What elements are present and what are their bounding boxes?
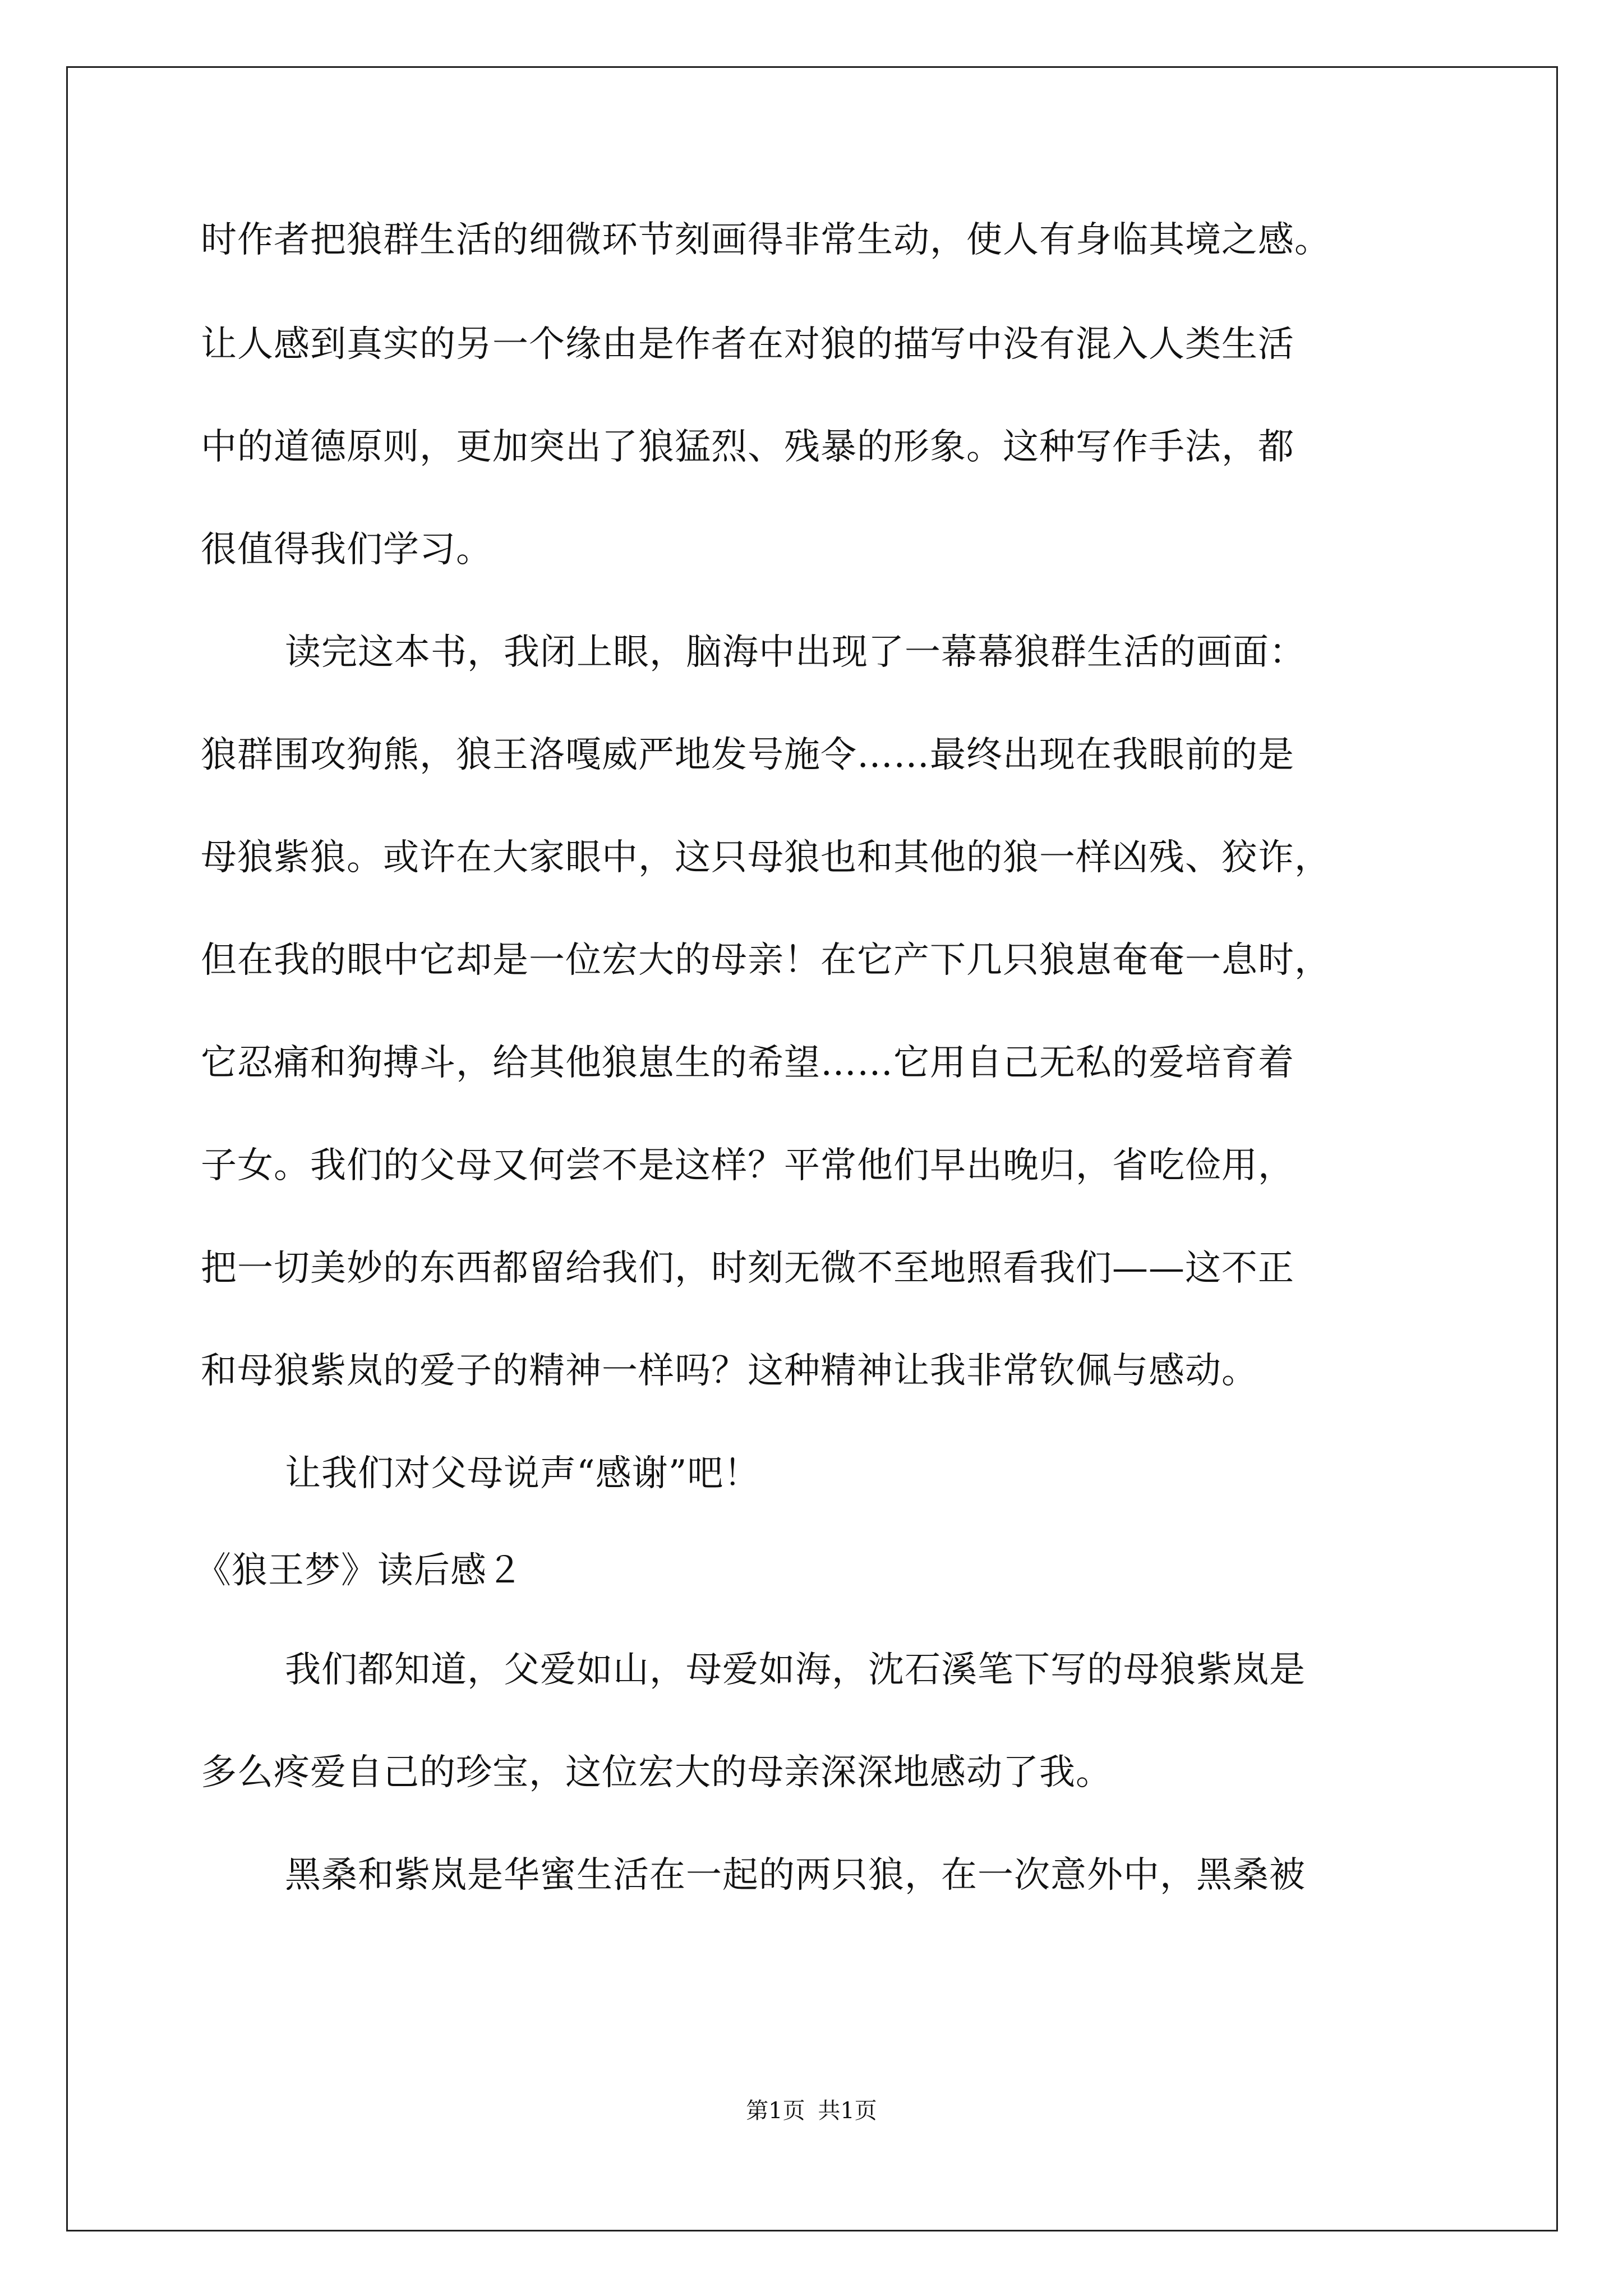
paragraph-line: 我们都知道，父爱如山，母爱如海，沈石溪笔下写的母狼紫岚是 xyxy=(285,1649,1306,1691)
paragraph-line: 读完这本书，我闭上眼，脑海中出现了一幕幕狼群生活的画面： xyxy=(285,632,1306,673)
paragraph-line: 把一切美妙的东西都留给我们，时刻无微不至地照看我们——这不正 xyxy=(201,1248,1294,1289)
paragraph-line: 子女。我们的父母又何尝不是这样？平常他们早出晚归，省吃俭用， xyxy=(201,1145,1294,1186)
paragraph-line: 狼群围攻狗熊，狼王洛嘎威严地发号施令……最终出现在我眼前的是 xyxy=(201,734,1294,776)
paragraph-line: 让人感到真实的另一个缘由是作者在对狼的描写中没有混入人类生活 xyxy=(201,324,1294,365)
paragraph-line: 很值得我们学习。 xyxy=(201,529,492,570)
paragraph-line: 黑桑和紫岚是华蜜生活在一起的两只狼，在一次意外中，黑桑被 xyxy=(285,1855,1306,1896)
paragraph-line: 但在我的眼中它却是一位宏大的母亲！在它产下几只狼崽奄奄一息时， xyxy=(201,940,1331,981)
paragraph-line: 多么疼爱自己的珍宝，这位宏大的母亲深深地感动了我。 xyxy=(201,1752,1112,1793)
paragraph-line: 它忍痛和狗搏斗，给其他狼崽生的希望……它用自己无私的爱培育着 xyxy=(201,1042,1294,1084)
paragraph-line: 母狼紫狼。或许在大家眼中，这只母狼也和其他的狼一样凶残、狡诈， xyxy=(201,837,1331,878)
paragraph-line: 时作者把狼群生活的细微环节刻画得非常生动，使人有身临其境之感。 xyxy=(201,219,1331,261)
paragraph-line: 让我们对父母说声“感谢”吧！ xyxy=(285,1453,760,1494)
section-heading: 《狼王梦》读后感２ xyxy=(195,1550,523,1591)
paragraph-line: 中的道德原则，更加突出了狼猛烈、残暴的形象。这种写作手法，都 xyxy=(201,426,1294,468)
paragraph-line: 和母狼紫岚的爱子的精神一样吗？这种精神让我非常钦佩与感动。 xyxy=(201,1350,1258,1392)
page-footer: 第1页 共1页 xyxy=(746,2098,877,2124)
